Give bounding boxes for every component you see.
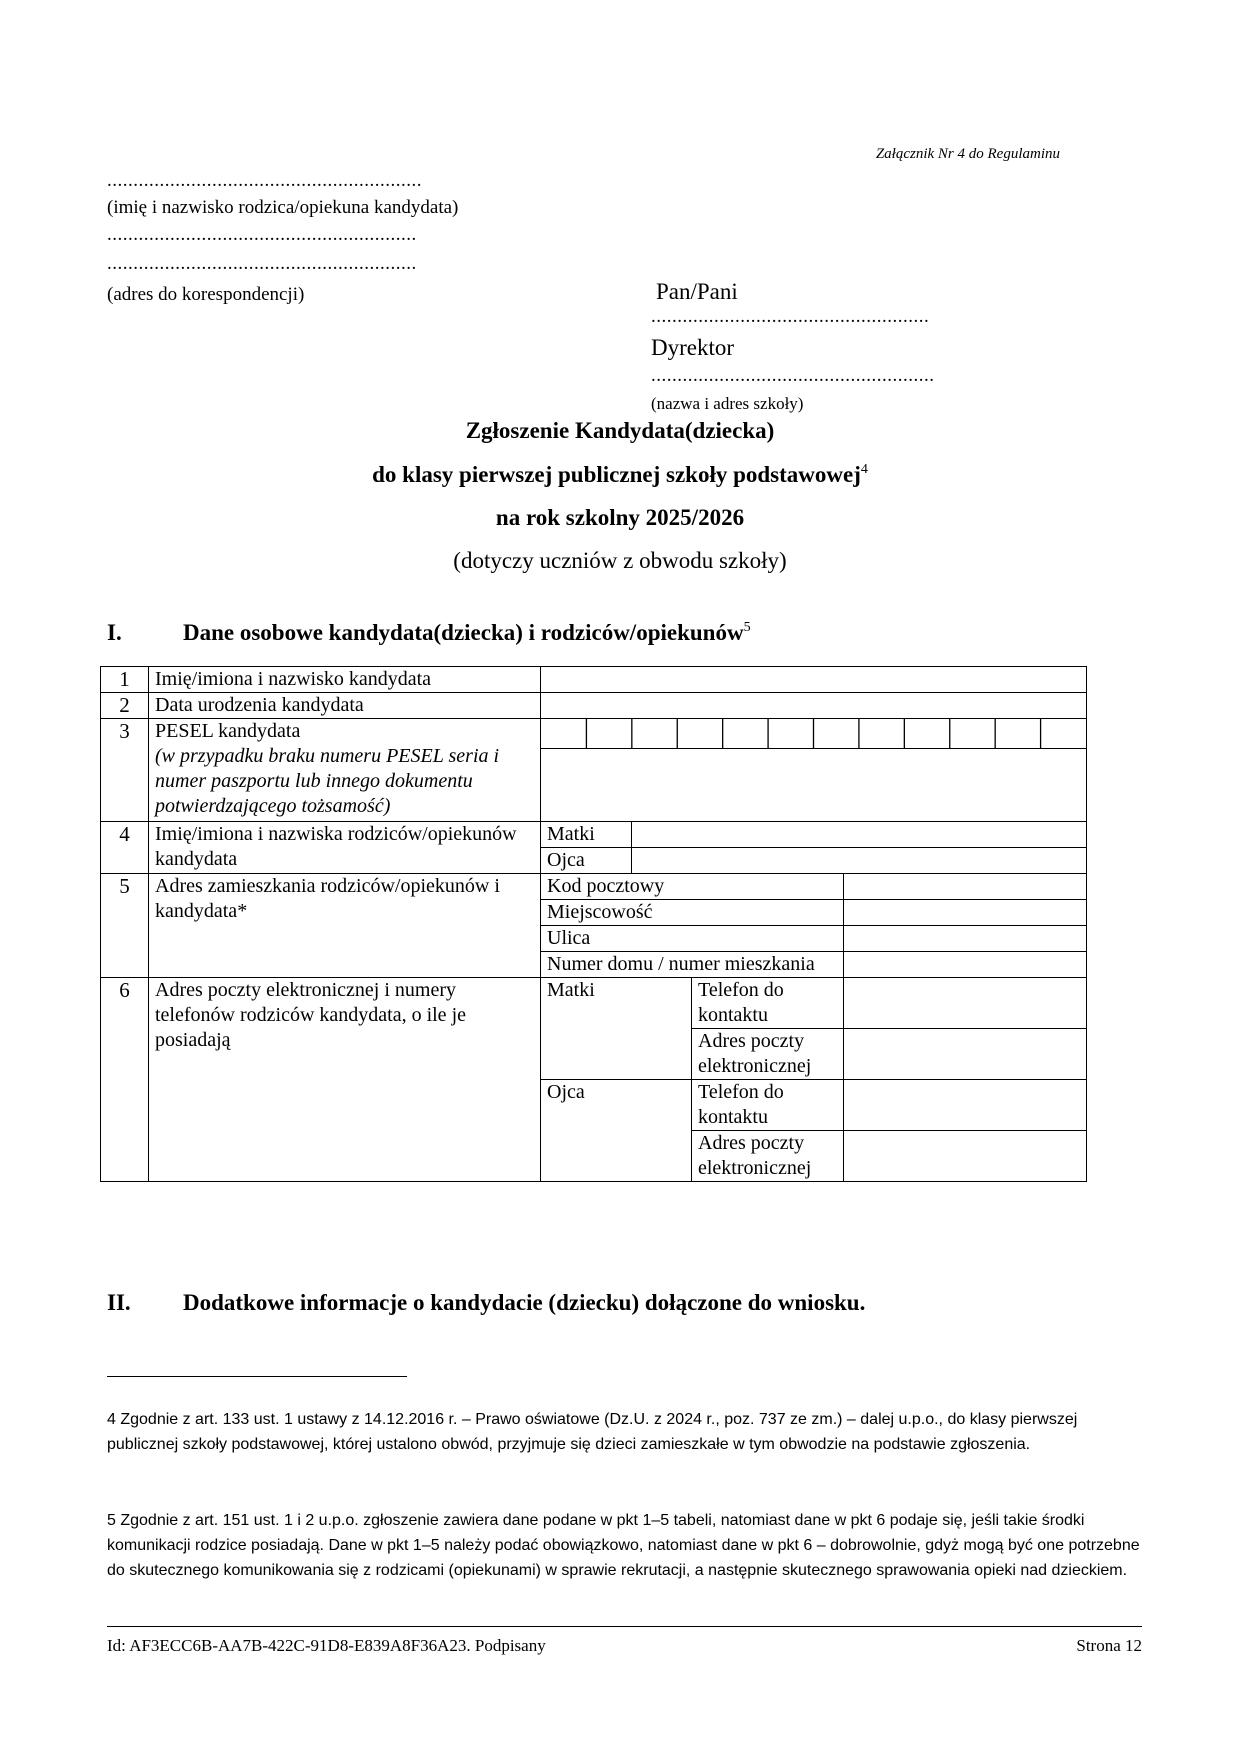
candidate-name-field[interactable]: [541, 667, 1087, 693]
street-label: Ulica: [541, 926, 844, 952]
parent-name-label: (imię i nazwisko rodzica/opiekuna kandydata): [107, 197, 459, 218]
section-2-number: II.: [107, 1290, 131, 1315]
email-label: Adres poczty elektronicznej: [692, 1131, 844, 1182]
section-1-heading: [107, 620, 751, 646]
postcode-label: Kod pocztowy: [541, 874, 844, 900]
school-label: (nazwa i adres szkoły): [651, 394, 804, 413]
father-email-field[interactable]: [844, 1131, 1087, 1182]
row-number: 6: [101, 978, 149, 1182]
footer-separator: [107, 1626, 1142, 1627]
phone-label: Telefon do kontaktu: [692, 1080, 844, 1131]
town-label: Miejscowość: [541, 900, 844, 926]
form-scope: (dotyczy uczniów z obwodu szkoły): [453, 548, 787, 573]
father-phone-field[interactable]: [844, 1080, 1087, 1131]
town-field[interactable]: [844, 900, 1087, 926]
school-dots: ......................................................: [651, 365, 935, 386]
father-contact-label: Ojca: [541, 1080, 692, 1182]
address-label: (adres do korespondencji): [107, 284, 305, 305]
footnote-ref-5: 5: [743, 620, 751, 635]
dyrektor-label: Dyrektor: [651, 335, 735, 360]
row-number: 1: [101, 667, 149, 693]
school-year: na rok szkolny 2025/2026: [495, 505, 745, 530]
table-row: [101, 667, 1087, 693]
row-number: 5: [101, 874, 149, 978]
street-field[interactable]: [844, 926, 1087, 952]
mother-name-field[interactable]: [632, 822, 1087, 848]
section-1-number: I.: [107, 620, 122, 645]
footnote-separator: [107, 1376, 407, 1377]
passport-field[interactable]: [541, 749, 1087, 822]
email-label: Adres poczty elektronicznej: [692, 1029, 844, 1080]
applicant-data-table: [100, 666, 1087, 1182]
house-number-label: Numer domu / numer mieszkania: [541, 952, 844, 978]
footnote-5: 5 Zgodnie z art. 151 ust. 1 i 2 u.p.o. zgłoszenie zawiera dane podane w pkt 1–5 tabeli, natomiast dane w pkt 6 podaje się, jeśli takie środki komunikacji rodzice posiadają. Dane w pkt 1–5 należy podać obowiązkowo, natomiast dane w pkt 6 – dobrowolnie, gdyż mogą być one potrzebne do skutecznego komunikowania się z rodzicami (opiekunami) w sprawie rekrutacji, a następnie skutecznego sprawowania opieki nad dzieckiem.: [107, 1512, 1140, 1579]
row-label: Imię/imiona i nazwisko kandydata: [149, 667, 541, 693]
phone-label: Telefon do kontaktu: [692, 978, 844, 1029]
row-label: Imię/imiona i nazwiska rodziców/opiekunów kandydata: [149, 822, 541, 874]
pesel-note: (w przypadku braku numeru PESEL seria i numer paszportu lub innego dokumentu potwierdzającego tożsamość): [155, 745, 500, 817]
birth-date-field[interactable]: [541, 693, 1087, 719]
table-row: [101, 693, 1087, 719]
row-label: PESEL kandydata (w przypadku braku numeru PESEL seria i numer paszportu lub innego dokumentu potwierdzającego tożsamość): [149, 719, 541, 822]
row-label: Adres poczty elektronicznej i numery telefonów rodziców kandydata, o ile je posiadają: [149, 978, 541, 1182]
section-2-heading: [107, 1290, 865, 1316]
house-number-field[interactable]: [844, 952, 1087, 978]
pesel-grid: [541, 719, 1086, 748]
postcode-field[interactable]: [844, 874, 1087, 900]
address-dots-2: ...........................................................: [107, 253, 417, 274]
row-number: 3: [101, 719, 149, 822]
annex-label: Załącznik Nr 4 do Regulaminu: [875, 146, 1060, 162]
mother-phone-field[interactable]: [844, 978, 1087, 1029]
document-id: Id: AF3ECC6B-AA7B-422C-91D8-E839A8F36A23. Podpisany: [107, 1636, 546, 1655]
table-row: [101, 719, 1087, 749]
mother-contact-label: Matki: [541, 978, 692, 1080]
parent-name-dots: ............................................................: [107, 170, 422, 191]
pesel-digit-boxes[interactable]: [541, 719, 1087, 749]
recipient-dots: .....................................................: [651, 306, 930, 327]
row-label: Adres zamieszkania rodziców/opiekunów i kandydata*: [149, 874, 541, 978]
table-row: [101, 978, 1087, 1029]
address-dots-1: ...........................................................: [107, 224, 417, 245]
table-row: [101, 822, 1087, 848]
page-number: Strona 12: [1076, 1636, 1142, 1655]
form-title: Zgłoszenie Kandydata(dziecka): [465, 418, 775, 443]
father-name-field[interactable]: [632, 848, 1087, 874]
footnote-4: 4 Zgodnie z art. 133 ust. 1 ustawy z 14.12.2016 r. – Prawo oświatowe (Dz.U. z 2024 r., poz. 737 ze zm.) – dalej u.p.o., do klasy pierwszej publicznej szkoły podstawowej, której ustalono obwód, przyjmuje się dzieci zamieszkałe w tym obwodzie na podstawie zgłoszenia.: [107, 1411, 1078, 1453]
row-number: 2: [101, 693, 149, 719]
section-1-title: Dane osobowe kandydata(dziecka) i rodziców/opiekunów: [183, 620, 744, 645]
mother-email-field[interactable]: [844, 1029, 1087, 1080]
section-2-title: Dodatkowe informacje o kandydacie (dziecku) dołączone do wniosku.: [183, 1290, 866, 1315]
footnote-ref-4: 4: [860, 462, 868, 477]
pan-pani-label: Pan/Pani: [656, 279, 738, 304]
form-subtitle: do klasy pierwszej publicznej szkoły podstawowej$^4$: [372, 462, 868, 487]
father-label: Ojca: [541, 848, 632, 874]
table-row: [101, 874, 1087, 900]
row-label: Data urodzenia kandydata: [149, 693, 541, 719]
row-number: 4: [101, 822, 149, 874]
mother-label: Matki: [541, 822, 632, 848]
